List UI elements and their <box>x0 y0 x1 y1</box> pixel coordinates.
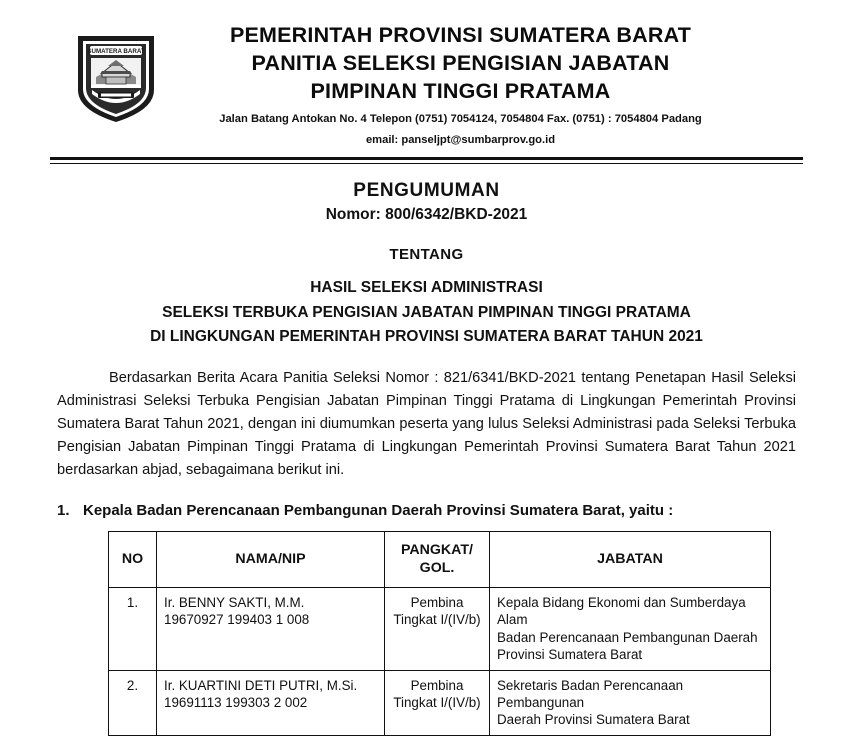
header-line-3: PIMPINAN TINGGI PRATAMA <box>310 78 611 103</box>
cell-no: 2. <box>109 670 157 735</box>
results-table <box>108 531 771 736</box>
tentang-label: TENTANG <box>389 246 464 264</box>
column-header-jabatan: JABATAN <box>490 532 771 588</box>
subtitle-line-3: DI LINGKUNGAN PEMERINTAH PROVINSI SUMATERA BARAT TAHUN 2021 <box>150 328 703 346</box>
cell-jabatan <box>490 670 771 735</box>
table-header-row <box>109 532 771 588</box>
page-title: PENGUMUMAN <box>353 180 500 202</box>
list-item-number: 1. <box>57 502 70 520</box>
cell-nama-name: Ir. BENNY SAKTI, M.M. <box>164 594 305 610</box>
subtitle-line-1: HASIL SELEKSI ADMINISTRASI <box>310 279 543 297</box>
cell-pangkat-line2: Tingkat I/(IV/b) <box>393 612 481 628</box>
cell-jabatan-line2: Badan Perencanaan Pembangunan Daerah <box>497 629 758 645</box>
cell-nama <box>157 670 385 735</box>
cell-nama-name: Ir. KUARTINI DETI PUTRI, M.Si. <box>164 677 358 693</box>
cell-jabatan <box>490 587 771 670</box>
cell-pangkat-line1: Pembina <box>410 677 464 693</box>
header-address: Jalan Batang Antokan No. 4 Telepon (0751) 7054124, 7054804 Fax. (0751) : 7054804 Padang <box>219 112 702 125</box>
title-block <box>0 180 853 348</box>
cell-pangkat <box>385 670 490 735</box>
document-number: Nomor: 800/6342/BKD-2021 <box>325 206 528 224</box>
cell-nama <box>157 587 385 670</box>
column-header-pangkat-line2: GOL. <box>419 560 455 577</box>
header-divider <box>0 157 853 164</box>
cell-pangkat-line1: Pembina <box>410 594 464 610</box>
cell-no: 1. <box>109 587 157 670</box>
list-item-label: Kepala Badan Perencanaan Pembangunan Daerah Provinsi Sumatera Barat, yaitu : <box>83 502 674 520</box>
cell-pangkat-line2: Tingkat I/(IV/b) <box>393 695 481 711</box>
column-header-pangkat <box>385 532 490 588</box>
column-header-pangkat-line1: PANGKAT/ <box>401 542 473 559</box>
table-row <box>109 587 771 670</box>
results-table-wrapper <box>108 531 771 736</box>
cell-nama-nip: 19670927 199403 1 008 <box>164 612 310 628</box>
cell-pangkat <box>385 587 490 670</box>
column-header-nama: NAMA/NIP <box>157 532 385 588</box>
intro-paragraph-text: Berdasarkan Berita Acara Panitia Seleksi Nomor : 821/6341/BKD-2021 tentang Penetapan Hasil Seleksi Administrasi Seleksi Terbuka Pengisian Jabatan Pimpinan Tinggi Pratama di Lingkungan Pemerintah Provinsi Sumatera Barat Tahun 2021, dengan ini diumumkan peserta yang lulus Seleksi Administrasi pada Seleksi Terbuka Pengisian Jabatan Pimpinan Tinggi Pratama di Lingkungan Pemerintah Provinsi Sumatera Barat Tahun 2021 berdasarkan abjad, sebagaimana berikut ini. <box>57 369 796 478</box>
cell-jabatan-line2: Daerah Provinsi Sumatera Barat <box>497 712 690 728</box>
cell-jabatan-line3: Provinsi Sumatera Barat <box>497 647 643 663</box>
letterhead-text <box>168 22 793 147</box>
table-row <box>109 670 771 735</box>
header-line-1: PEMERINTAH PROVINSI SUMATERA BARAT <box>229 23 692 47</box>
letterhead <box>0 0 853 147</box>
cell-jabatan-line1: Sekretaris Badan Perencanaan Pembangunan <box>497 677 684 711</box>
intro-paragraph <box>57 367 796 482</box>
subtitle-line-2: SELEKSI TERBUKA PENGISIAN JABATAN PIMPINAN TINGGI PRATAMA <box>162 303 691 321</box>
provincial-crest-icon <box>72 30 160 126</box>
cell-jabatan-line1: Kepala Bidang Ekonomi dan Sumberdaya Alam <box>497 594 746 628</box>
header-line-2: PANITIA SELEKSI PENGISIAN JABATAN <box>251 50 670 75</box>
svg-text:SUMATERA BARAT: SUMATERA BARAT <box>87 48 145 56</box>
list-item <box>57 502 796 519</box>
cell-nama-nip: 19691113 199303 2 002 <box>164 695 308 711</box>
header-email: email: panseljpt@sumbarprov.go.id <box>365 133 556 146</box>
column-header-no: NO <box>109 532 157 588</box>
